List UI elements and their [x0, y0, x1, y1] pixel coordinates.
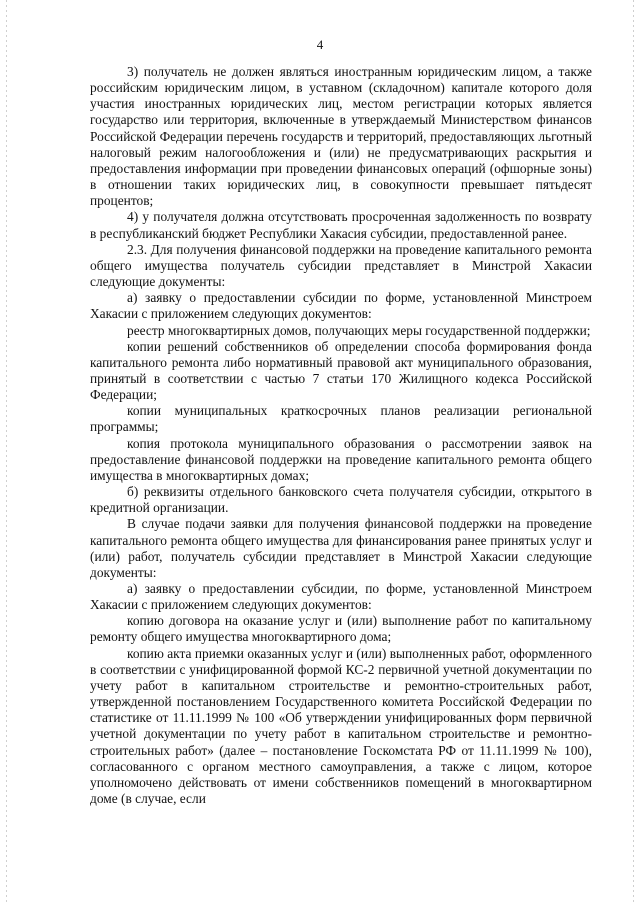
- paragraph-application-a: а) заявку о предоставлении субсидии по форме, установленной Минстроем Хакасии с приложением следующих документов:: [90, 290, 592, 322]
- paragraph-application-a-2: а) заявку о предоставлении субсидии, по форме, установленной Минстроем Хакасии с приложением следующих документов:: [90, 581, 592, 613]
- document-body: [90, 64, 592, 807]
- paragraph-section-2-3: 2.3. Для получения финансовой поддержки на проведение капитального ремонта общего имущества получатель субсидии представляет в Минстрой Хакасии следующие документы:: [90, 241, 592, 290]
- paragraph-recipient-no-debt: 4) у получателя должна отсутствовать просроченная задолженность по возврату в республиканский бюджет Республики Хакасия субсидии, предоставленной ранее.: [90, 209, 592, 241]
- paragraph-bank-details-b: б) реквизиты отдельного банковского счета получателя субсидии, открытого в кредитной организации.: [90, 484, 592, 516]
- paragraph-registry: реестр многоквартирных домов, получающих меры государственной поддержки;: [127, 322, 591, 338]
- page-number: 4: [316, 37, 324, 52]
- paragraph-recipient-foreign-entity: 3) получатель не должен являться иностранным юридическим лицом, а также российским юридическим лицом, в уставном (складочном) капитале которого доля участия иностранных юридических лиц, местом регистрации которых является государство или территория, включенные в утверждаемый Министерством финансов Российской Федерации перечень государств и территорий, предоставляющих льготный налоговый режим налогообложения и (или) не предусматривающих раскрытия и предоставления информации при проведении финансовых операций (офшорные зоны) в отношении таких юридических лиц, в совокупности превышает пятьдесят процентов;: [90, 64, 592, 209]
- paragraph-protocol-copy: копия протокола муниципального образования о рассмотрении заявок на предоставление финансовой поддержки на проведение капитального ремонта общего имущества в многоквартирных домах;: [90, 435, 592, 483]
- paragraph-contract-copy: копию договора на оказание услуг и (или) выполнение работ по капитальному ремонту общего имущества многоквартирного дома;: [90, 613, 592, 645]
- paragraph-short-term-plans: копии муниципальных краткосрочных планов реализации региональной программы;: [90, 403, 592, 435]
- paragraph-prior-works-case: В случае подачи заявки для получения финансовой поддержки на проведение капитального ремонта общего имущества для финансирования ранее принятых услуг и (или) работ, получатель субсидии представляет в Минстрой Хакасии следующие документы:: [90, 516, 592, 580]
- paragraph-owner-decisions: копии решений собственников об определении способа формирования фонда капитального ремонта либо нормативный правовой акт муниципального образования, принятый в соответствии с частью 7 статьи 170 Жилищного кодекса Российской Федерации;: [90, 338, 592, 403]
- scan-edge-right: [633, 0, 634, 905]
- paragraph-acceptance-act: копию акта приемки оказанных услуг и (или) выполненных работ, оформленного в соответствии с унифицированной формой КС-2 первичной учетной документации по учету работ в капитальном строительстве и ремонтно-строительных работ, утвержденной постановлением Государственного комитета Российской Федерации по статистике от 11.11.1999 № 100 «Об утверждении унифицированных форм первичной учетной документации по учету работ в капитальном строительстве и ремонтно-строительных работ» (далее – постановление Госкомстата РФ от 11.11.1999 № 100), согласованного с органом местного самоуправления, а также с лицом, которое уполномочено действовать от имени собственников помещений в многоквартирном доме (в случае, если: [90, 645, 592, 807]
- scan-edge-left: [6, 0, 7, 905]
